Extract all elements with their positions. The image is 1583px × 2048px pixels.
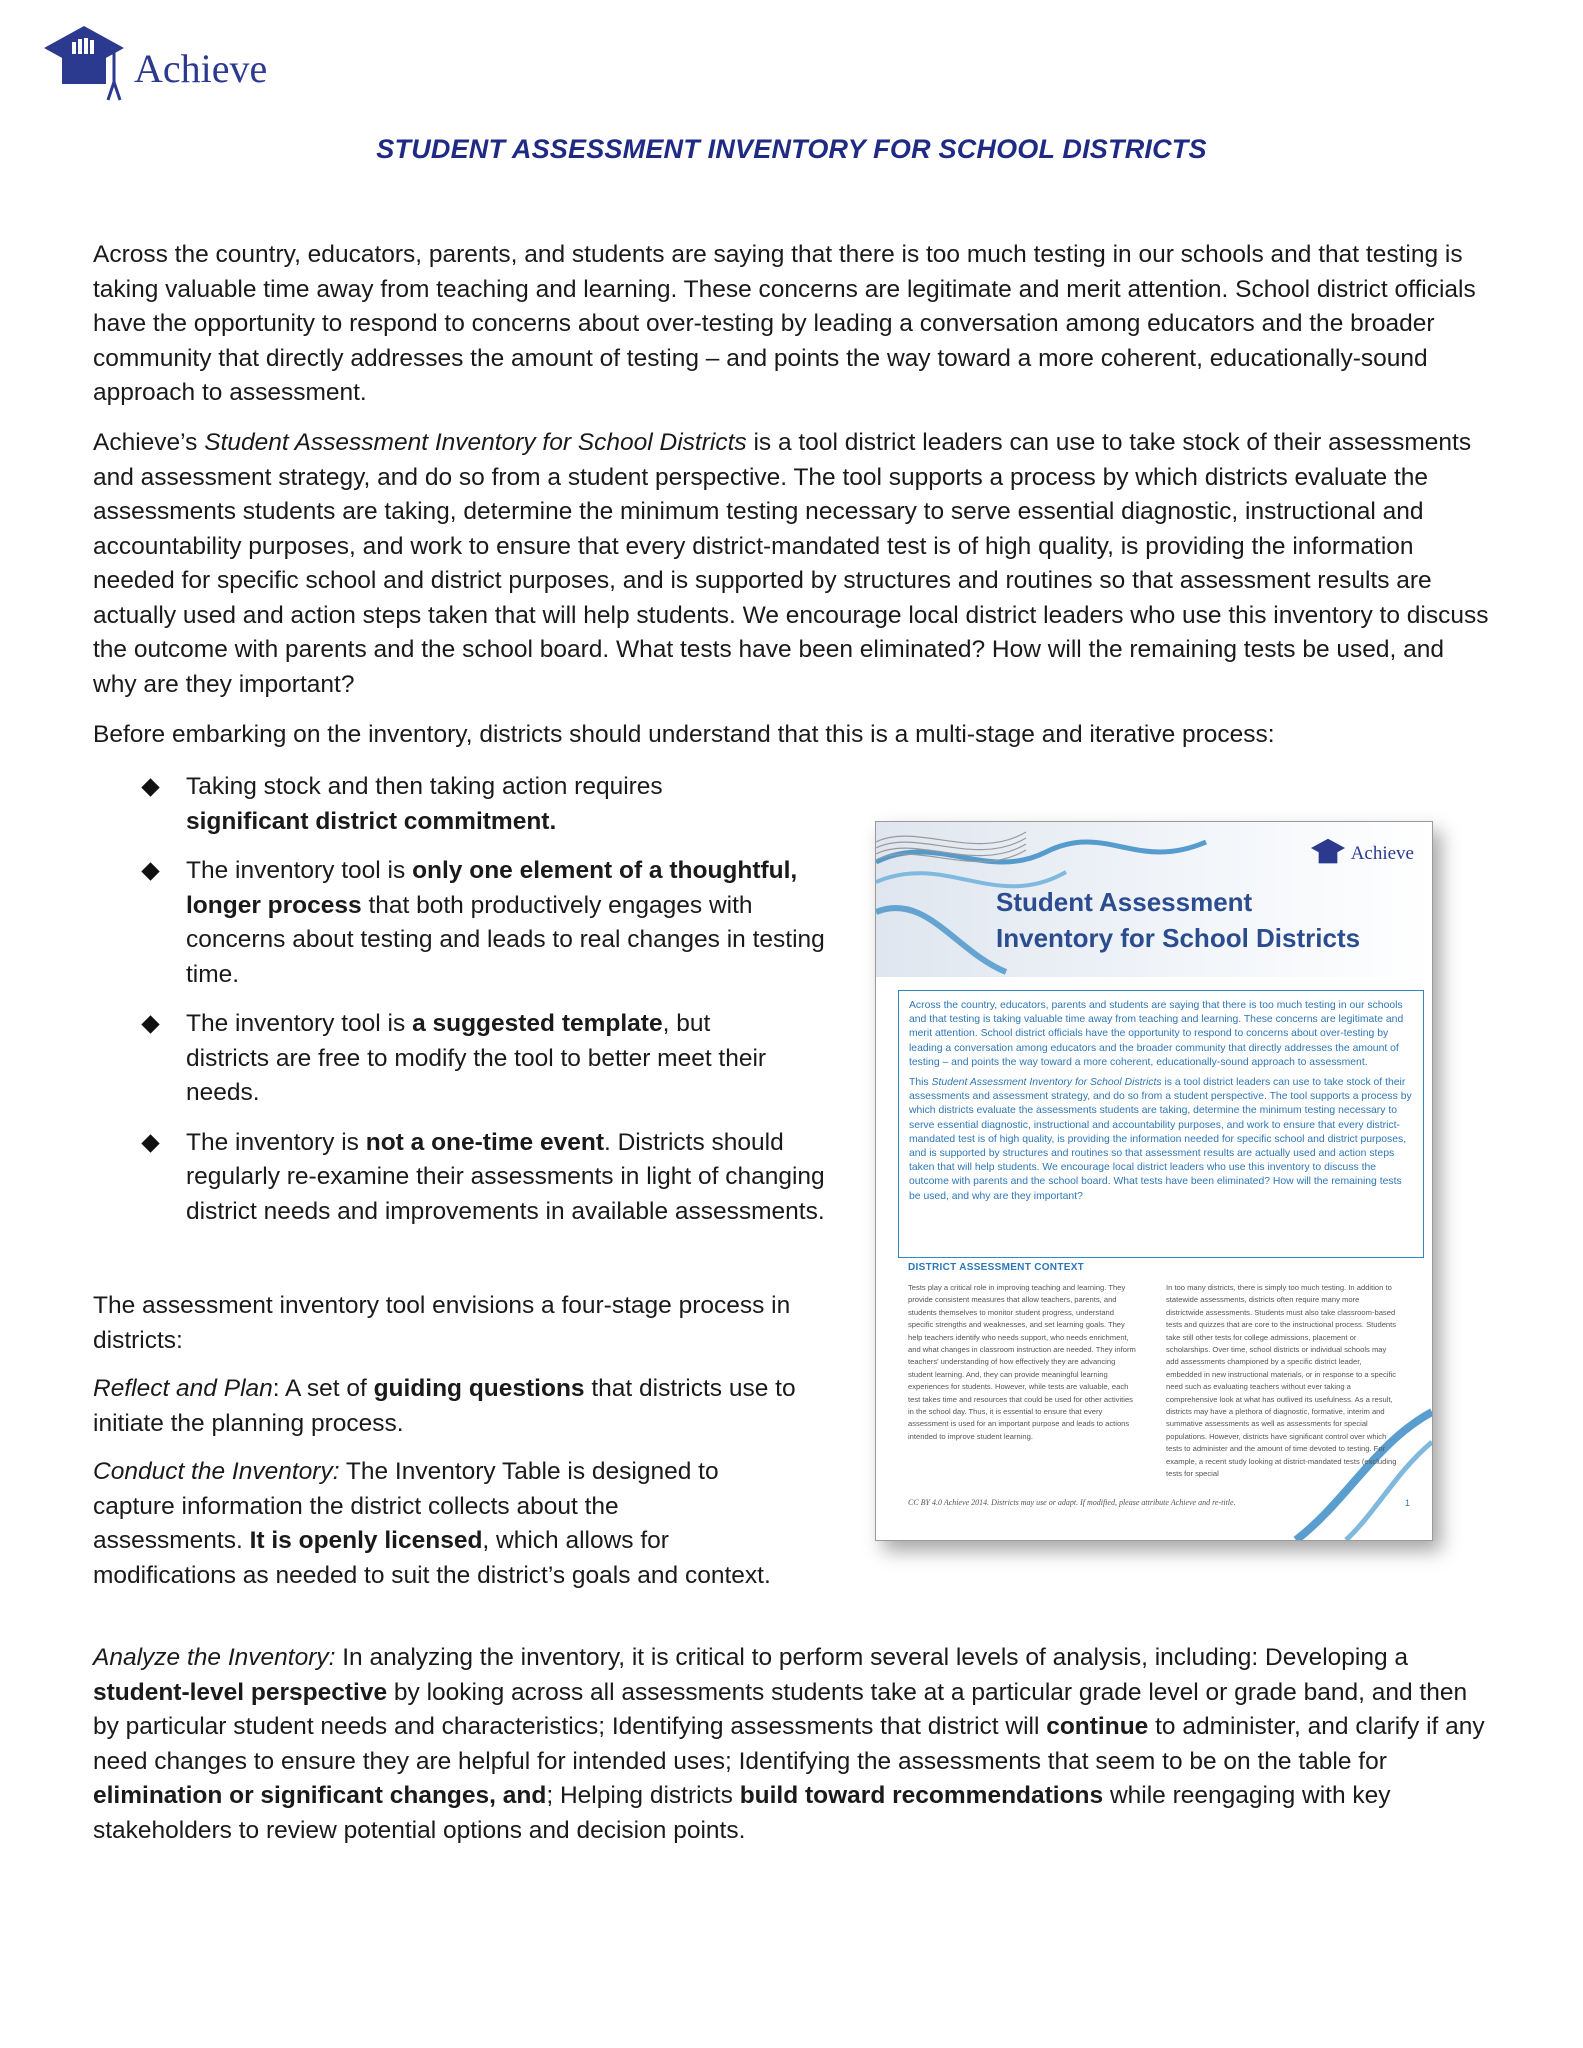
- thumbnail-license-footer: CC BY 4.0 Achieve 2014. Districts may use or adapt. If modified, please attribute Achieve and re-title.: [908, 1498, 1236, 1507]
- thumbnail-column-right: In too many districts, there is simply too much testing. In addition to statewide assessments, districts often require many more districtwide assessments. Students must also take classroom-based tests and quizzes that are core to the instructional process. Students take still other tests for college admissions, placement or scholarships. Over time, school districts or individual schools may add assessments championed by a specific district leader, embedded in new instructional materials, or in response to a specific need such as evaluating teachers without ever taking a comprehensive look at what has outlived its usefulness. As a result, districts may have a plethora of diagnostic, formative, interim and summative assessments as well as assessments for special populations. However, districts have significant control over which tests to administer and the amount of time devoted to testing. For example, a recent study looking at district-mandated tests (excluding tests for special: [1166, 1283, 1397, 1479]
- logo-text: Achieve: [134, 45, 268, 91]
- thumbnail-title: [996, 884, 1416, 956]
- text-run: while reengaging with key stakeholders to review potential options and decision points.: [93, 1782, 1391, 1844]
- tool-name-italic: Student Assessment Inventory for School Districts: [204, 429, 747, 456]
- text-run: In analyzing the inventory, it is critical to perform several levels of analysis, including: Developing a: [335, 1644, 1409, 1671]
- text-run: ; Helping districts: [546, 1782, 740, 1809]
- stage-conduct-inventory: [93, 1455, 773, 1593]
- text-run: The inventory tool is: [186, 857, 413, 884]
- text-run: Achieve’s: [93, 429, 205, 456]
- text-run: The Inventory Table is designed to capture information the district collects about the assessments.: [93, 1458, 719, 1554]
- text-run: , which allows for modifications as needed to suit the district’s goals and context.: [93, 1527, 771, 1589]
- diamond-bullet-icon: [141, 1015, 159, 1033]
- thumbnail-box-paragraph: Across the country, educators, parents and students are saying that there is too much testing in our schools and that testing is taking valuable time away from teaching and learning. These concerns are legitimate and merit attention. School district officials have the opportunity to respond to concerns about over-testing by leading a conversation among educators and the broader community that directly addresses the amount of testing – and points the way toward a more coherent, educationally-sound approach to assessment.: [909, 1000, 1404, 1068]
- bold-run: student-level perspective: [93, 1678, 388, 1706]
- graduation-cap-icon: [40, 22, 128, 102]
- text-run: is a tool district leaders can use to take stock of their assessments and assessment strategy, and do so from a student perspective. The tool supports a process by which districts evaluate the assessments students are taking, determine the minimum testing necessary to serve essential diagnostic, instructional and accountability purposes, and work to ensure that every district-mandated test is of high quality, is providing the information needed for specific school and district purposes, and is supported by structures and routines so that assessment results are actually used and action steps taken that will help students. We encourage local district leaders who use this inventory to discuss the outcome with parents and the school board. What tests have been eliminated? How will the remaining tests be used, and why are they important?: [909, 1077, 1412, 1202]
- bold-run: only one element of a thoughtful, longer process: [186, 857, 798, 919]
- bullet-item: [140, 854, 826, 992]
- text-run: that districts use to initiate the planning process.: [93, 1375, 796, 1437]
- bullet-item: [140, 1126, 866, 1230]
- thumbnail-column-left: Tests play a critical role in improving teaching and learning. They provide consistent measures that allow teachers, parents, and students themselves to monitor student progress, understand specific strengths and weaknesses, and set learning goals. They help teachers identify who needs support, who needs enrichment, and what changes in classroom instruction are needed. They inform teachers' understanding of how effectively they are advancing student learning. And, they can provide meaningful learning experiences for students. However, while tests are valuable, each test takes time and resources that could be used for other activities in the school day. Thus, it is essential to ensure that every assessment is used for an important purpose and leads to actions intended to improve student learning.: [908, 1283, 1136, 1441]
- text-run: . Districts should regularly re-examine their assessments in light of changing district needs and improvements in available assessments.: [186, 1128, 825, 1225]
- text-run: : A set of: [272, 1375, 374, 1402]
- italic-run: Student Assessment Inventory for School Districts: [931, 1077, 1162, 1089]
- diamond-bullet-icon: [141, 1134, 159, 1152]
- bold-run: guiding questions: [373, 1375, 585, 1402]
- document-cover-thumbnail: [875, 821, 1433, 1541]
- text-run: by looking across all assessments students take at a particular grade level or grade band, and then by particular student needs and characteristics; Identifying assessments that district will: [93, 1678, 1468, 1740]
- thumbnail-title-line: Inventory for School Districts: [996, 923, 1361, 953]
- bold-run: not a one-time event: [365, 1128, 604, 1156]
- thumbnail-logo-text: Achieve: [1350, 843, 1414, 864]
- diamond-bullet-icon: [141, 778, 159, 796]
- text-run: The inventory tool is: [186, 1010, 413, 1037]
- text-run: to administer, and clarify if any need changes to ensure they are helpful for intended uses; Identifying the assessments that seem to be on the table for: [93, 1713, 1485, 1775]
- bullet-item: [140, 770, 746, 839]
- bullet-item: [140, 1007, 796, 1111]
- achieve-logo: [40, 22, 267, 102]
- bold-run: It is openly licensed: [249, 1527, 483, 1554]
- thumbnail-box-paragraph: [909, 1076, 1413, 1204]
- thumbnail-title-line: Student Assessment: [996, 887, 1253, 917]
- thumbnail-page-number: 1: [1404, 1498, 1410, 1508]
- text-run: is a tool district leaders can use to take stock of their assessments and assessment strategy, and do so from a student perspective. The tool supports a process by which districts evaluate the assessments students are taking, determine the minimum testing necessary to serve essential diagnostic, instructional and accountability purposes, and work to ensure that every district-mandated test is of high quality, is providing the information needed for specific school and district purposes, and is supported by structures and routines so that assessment results are actually used and action steps taken that will help students. We encourage local district leaders who use this inventory to discuss the outcome with parents and the school board. What tests have been eliminated? How will the remaining tests be used, and why are they important?: [93, 429, 1489, 698]
- bold-run: continue: [1046, 1713, 1149, 1740]
- intro-paragraph-1: Across the country, educators, parents, and students are saying that there is too much testing in our schools and that testing is taking valuable time away from teaching and learning. These concerns are legitimate and merit attention. School district officials have the opportunity to respond to concerns about over-testing by leading a conversation among educators and the broader community that directly addresses the amount of testing – and points the way toward a more coherent, educationally-sound approach to assessment.: [93, 241, 1476, 406]
- process-bullet-list: [140, 770, 840, 1244]
- bold-run: significant district commitment.: [186, 807, 557, 835]
- stage-label: Analyze the Inventory:: [93, 1644, 336, 1671]
- text-run: , but districts are free to modify the tool to better meet their needs.: [186, 1010, 767, 1106]
- bold-run: elimination or significant changes, and: [93, 1782, 547, 1809]
- text-run: This: [909, 1077, 932, 1089]
- text-run: Taking stock and then taking action requires: [186, 773, 663, 800]
- intro-paragraph-2: [93, 426, 1493, 702]
- text-run: The inventory is: [186, 1128, 366, 1156]
- stage-analyze-inventory: [93, 1641, 1493, 1848]
- stage-reflect-and-plan: [93, 1372, 813, 1441]
- graduation-cap-icon: [1309, 837, 1347, 871]
- intro-paragraph-3: Before embarking on the inventory, districts should understand that this is a multi-stage and iterative process:: [93, 721, 1275, 748]
- thumbnail-intro-box: [898, 990, 1424, 1258]
- diamond-bullet-icon: [141, 862, 159, 880]
- text-run: that both productively engages with concerns about testing and leads to real changes in testing time.: [186, 891, 825, 988]
- bold-run: build toward recommendations: [739, 1782, 1104, 1809]
- thumbnail-section-heading: DISTRICT ASSESSMENT CONTEXT: [908, 1262, 1085, 1273]
- bold-run: a suggested template: [412, 1010, 663, 1037]
- thumbnail-logo: [1309, 837, 1414, 871]
- stage-label: Conduct the Inventory:: [93, 1458, 340, 1485]
- stages-intro: The assessment inventory tool envisions a four-stage process in districts:: [93, 1292, 791, 1354]
- stage-label: Reflect and Plan: [93, 1375, 273, 1402]
- document-title: STUDENT ASSESSMENT INVENTORY FOR SCHOOL DISTRICTS: [376, 134, 1207, 164]
